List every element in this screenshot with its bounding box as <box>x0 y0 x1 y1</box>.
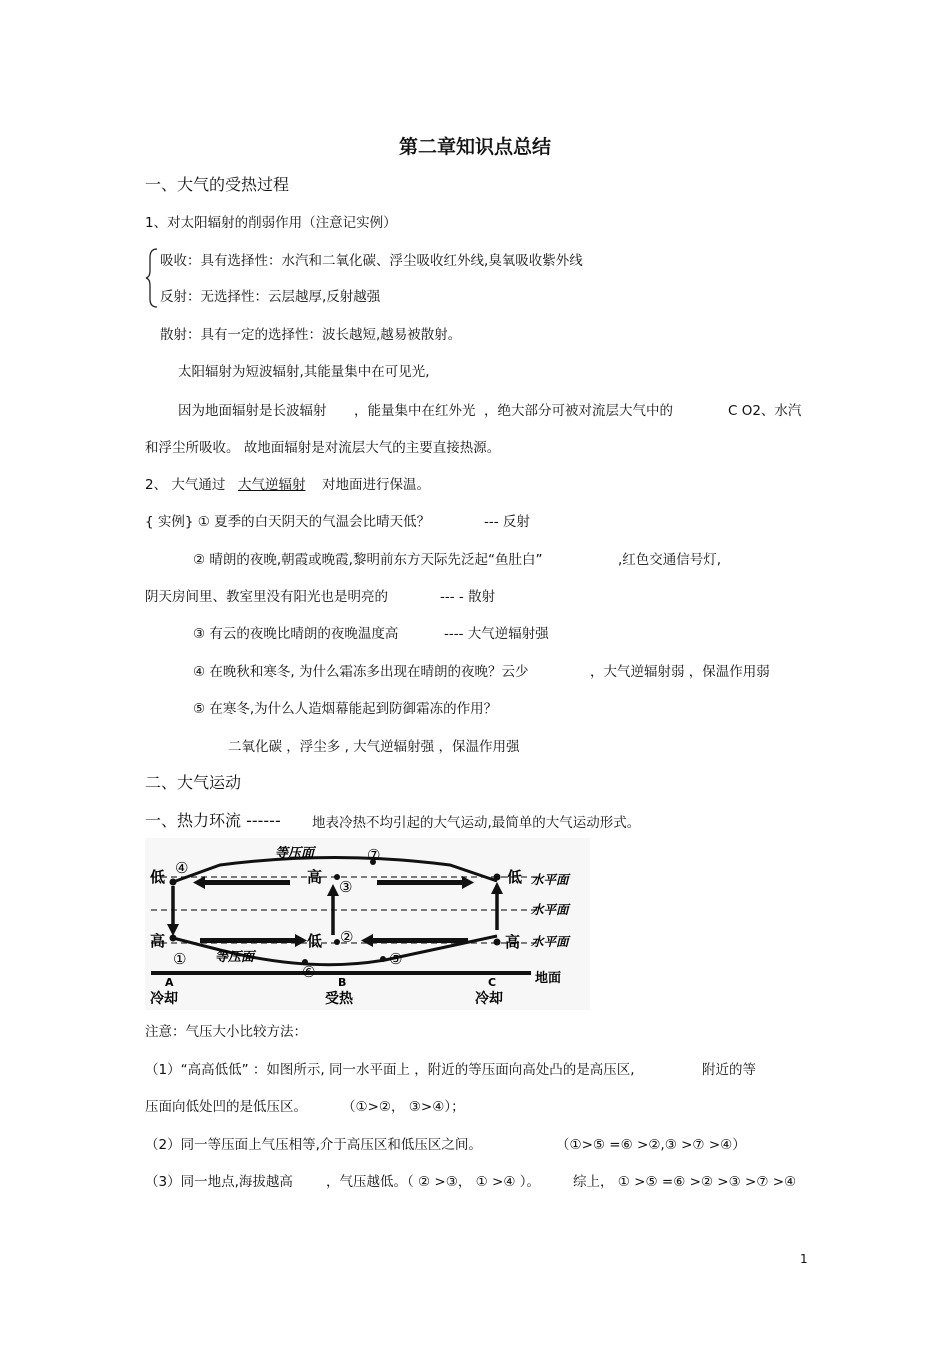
method3-text-a: （3）同一地点,海拔越高 <box>145 1174 293 1190</box>
example1-question: { 实例} ① 夏季的白天阴天的气温会比晴天低？ <box>145 514 431 530</box>
example2-question-a: ② 晴朗的夜晚,朝霞或晚霞,黎明前东方天际先泛起“鱼肚白” <box>193 552 543 568</box>
method1-text-c: 压面向低处凹的是低压区。 <box>145 1099 307 1115</box>
point-1-label: ① <box>173 950 187 968</box>
method1-example: （①>②， ③>④）； <box>342 1099 465 1115</box>
point-4-label: ④ <box>175 859 189 877</box>
ground-label: 地面 <box>535 971 562 986</box>
example5-answer: 二氧化碳 ，浮尘多 , 大气逆辐射强 ，保温作用强 <box>228 739 520 755</box>
high-label-c-lower: 高 <box>505 933 521 951</box>
example2-question-c: 阴天房间里、教室里没有阳光也是明亮的 <box>145 589 388 605</box>
item2-text-a: 2、 大气通过 <box>145 477 226 493</box>
reflect-text: 反射：无选择性：云层越厚,反射越强 <box>160 289 381 305</box>
longwave-text-e: 和浮尘所吸收。 故地面辐射是对流层大气的主要直接热源。 <box>145 440 501 456</box>
point-7-label: ⑦ <box>367 846 381 864</box>
example2-question-b: ,红色交通信号灯, <box>618 552 722 568</box>
level-label-lower: 水平面 <box>531 934 569 949</box>
item2-text-b: 对地面进行保温。 <box>322 477 430 493</box>
example3-question: ③ 有云的夜晚比晴朗的夜晚温度高 <box>193 626 399 642</box>
lower-isobar-label: 等压面 <box>215 950 255 965</box>
example3-answer: ---- 大气逆辐射强 <box>444 626 549 642</box>
method3-summary: 综上， ① >⑤ =⑥ >② >③ >⑦ >④ <box>573 1174 797 1190</box>
point-6-label: ⑥ <box>302 963 316 981</box>
upper-isobar-label: 等压面 <box>275 846 315 861</box>
site-c-cooling-label: 冷却 <box>475 991 503 1007</box>
longwave-text-d: C O2、水汽 <box>728 403 802 419</box>
shortwave-text: 太阳辐射为短波辐射,其能量集中在可见光, <box>178 364 430 380</box>
example4-question: ④ 在晚秋和寒冬, 为什么霜冻多出现在晴朗的夜晚？云少 <box>193 664 529 680</box>
low-label-b-lower: 低 <box>307 932 323 950</box>
level-label-middle: 水平面 <box>531 902 569 917</box>
page-title: 第二章知识点总结 <box>398 136 551 158</box>
longwave-text-b: ，能量集中在红外光 <box>354 403 476 419</box>
point-2-label: ② <box>340 928 354 946</box>
ground-line <box>151 971 531 975</box>
high-label-a-lower: 高 <box>150 932 166 950</box>
point-3-label: ③ <box>339 878 353 896</box>
page-number: 1 <box>800 1252 808 1266</box>
low-label-a-upper: 低 <box>150 868 166 886</box>
method2-example: （①>⑤ =⑥ >②,③ >⑦ >④） <box>556 1137 746 1153</box>
level-label-upper: 水平面 <box>531 872 569 887</box>
scatter-text: 散射：具有一定的选择性：波长越短,越易被散射。 <box>160 327 462 343</box>
example1-answer: --- 反射 <box>484 514 530 530</box>
site-c-label: C <box>488 976 497 989</box>
section2-heading: 二、大气运动 <box>145 773 242 792</box>
longwave-text-a: 因为地面辐射是长波辐射 <box>178 403 327 419</box>
method2-text: （2）同一等压面上气压相等,介于高压区和低压区之间。 <box>145 1137 482 1153</box>
example2-answer: --- - 散射 <box>440 589 496 605</box>
method3-text-b: ，气压越低。（ ② >③， ① >④ ）。 <box>326 1174 540 1190</box>
brace-icon <box>145 247 159 309</box>
example5-question: ⑤ 在寒冬,为什么人造烟幕能起到防御霜冻的作用？ <box>193 701 498 717</box>
absorb-text: 吸收：具有选择性：水汽和二氧化碳、浮尘吸收红外线,臭氧吸收紫外线 <box>160 253 583 269</box>
method1-text-b: 附近的等 <box>702 1062 756 1078</box>
thermal-circulation-definition: 地表冷热不均引起的大气运动,最简单的大气运动形式。 <box>312 815 641 831</box>
method1-text-a: （1）“高高低低” ：如图所示, 同一水平面上 ，附近的等压面向高处凸的是高压区, <box>145 1062 635 1078</box>
pressure-comparison-note: 注意：气压大小比较方法： <box>145 1024 307 1040</box>
longwave-text-c: ，绝大部分可被对流层大气中的 <box>484 403 673 419</box>
site-b-heating-label: 受热 <box>325 991 353 1007</box>
site-a-cooling-label: 冷却 <box>150 991 178 1007</box>
section1-heading: 一、大气的受热过程 <box>145 175 290 194</box>
site-b-label: B <box>338 976 347 989</box>
thermal-circulation-heading: 一、热力环流 ------ <box>145 811 281 830</box>
thermal-circulation-diagram <box>145 838 590 1010</box>
item1-text: 1、对太阳辐射的削弱作用（注意记实例） <box>145 215 397 231</box>
low-label-c-upper: 低 <box>507 868 523 886</box>
high-label-b-upper: 高 <box>307 868 323 886</box>
point-5-label: ⑤ <box>389 950 403 968</box>
item2-underlined-term: 大气逆辐射 <box>238 477 306 493</box>
site-a-label: A <box>165 976 174 989</box>
example4-answer: ，大气逆辐射弱 ，保温作用弱 <box>590 664 770 680</box>
